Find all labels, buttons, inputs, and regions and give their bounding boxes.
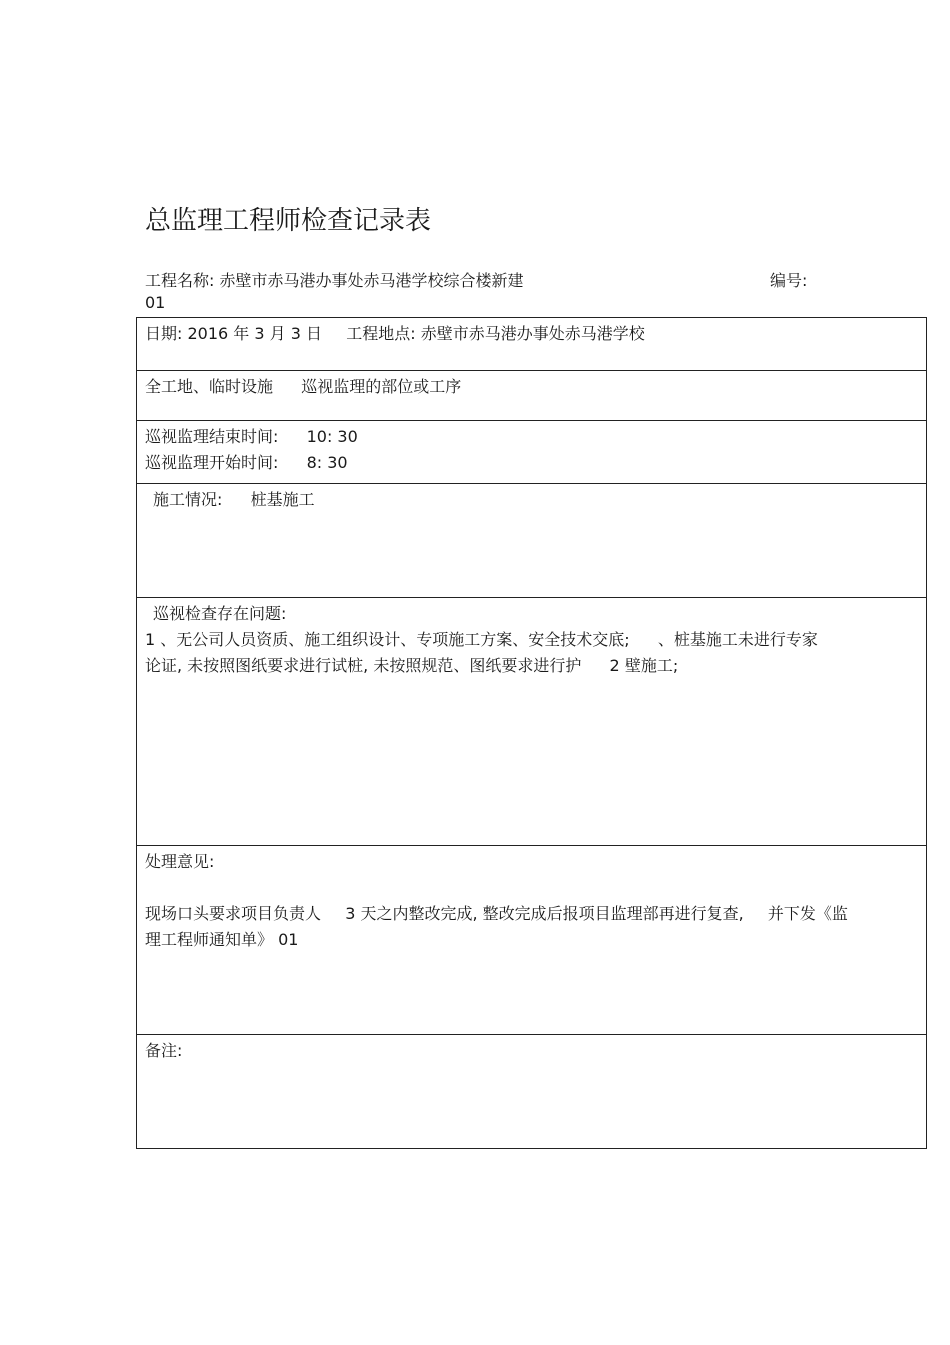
handling-text-1b: 3 天之内整改完成, 整改完成后报项目监理部再进行复查, — [345, 904, 744, 923]
inspection-time-row — [137, 421, 926, 484]
issues-text-2b: 2 壁施工; — [609, 656, 679, 675]
project-name-line — [145, 268, 524, 291]
scope-value: 全工地、临时设施 — [145, 377, 274, 396]
issues-text-2a: 论证, 未按照图纸要求进行试桩, 未按照规范、图纸要求进行护 — [145, 656, 582, 675]
inspection-issues-row — [137, 598, 926, 846]
date-value: 2016 年 3 月 3 日 — [187, 324, 323, 343]
construction-condition-row — [137, 484, 926, 598]
remarks-label: 备注: — [145, 1041, 183, 1060]
inspection-scope-row — [137, 371, 926, 421]
issues-text-1b: 、桩基施工未进行专家 — [657, 630, 818, 649]
start-time-label: 巡视监理开始时间: — [145, 453, 279, 472]
issues-label: 巡视检查存在问题: — [153, 604, 287, 623]
handling-text-1a: 现场口头要求项目负责人 — [145, 904, 322, 923]
handling-label: 处理意见: — [145, 852, 215, 871]
end-time-label: 巡视监理结束时间: — [145, 427, 279, 446]
handling-opinion-row — [137, 846, 926, 1035]
remarks-row — [137, 1035, 926, 1148]
end-time-value: 10: 30 — [306, 427, 358, 446]
record-number-value: 01 — [145, 293, 166, 312]
start-time-value: 8: 30 — [306, 453, 348, 472]
project-name-value: 赤壁市赤马港办事处赤马港学校综合楼新建 — [219, 271, 524, 290]
condition-label: 施工情况: — [153, 490, 223, 509]
condition-value: 桩基施工 — [250, 490, 315, 509]
site-label: 工程地点: — [346, 324, 416, 343]
date-label: 日期: — [145, 324, 183, 343]
page-title: 总监理工程师检查记录表 — [145, 206, 432, 236]
scope-label: 巡视监理的部位或工序 — [301, 377, 462, 396]
record-number-label: 编号: — [770, 271, 808, 290]
date-site-row — [137, 318, 926, 371]
project-name-label: 工程名称: — [145, 271, 215, 290]
handling-text-1c: 并下发《监 — [767, 904, 848, 923]
site-value: 赤壁市赤马港办事处赤马港学校 — [420, 324, 645, 343]
issues-text-1a: 1 、无公司人员资质、施工组织设计、专项施工方案、安全技术交底; — [145, 630, 630, 649]
handling-text-2: 理工程师通知单》 01 — [145, 930, 299, 949]
inspection-record-table — [136, 317, 927, 1149]
